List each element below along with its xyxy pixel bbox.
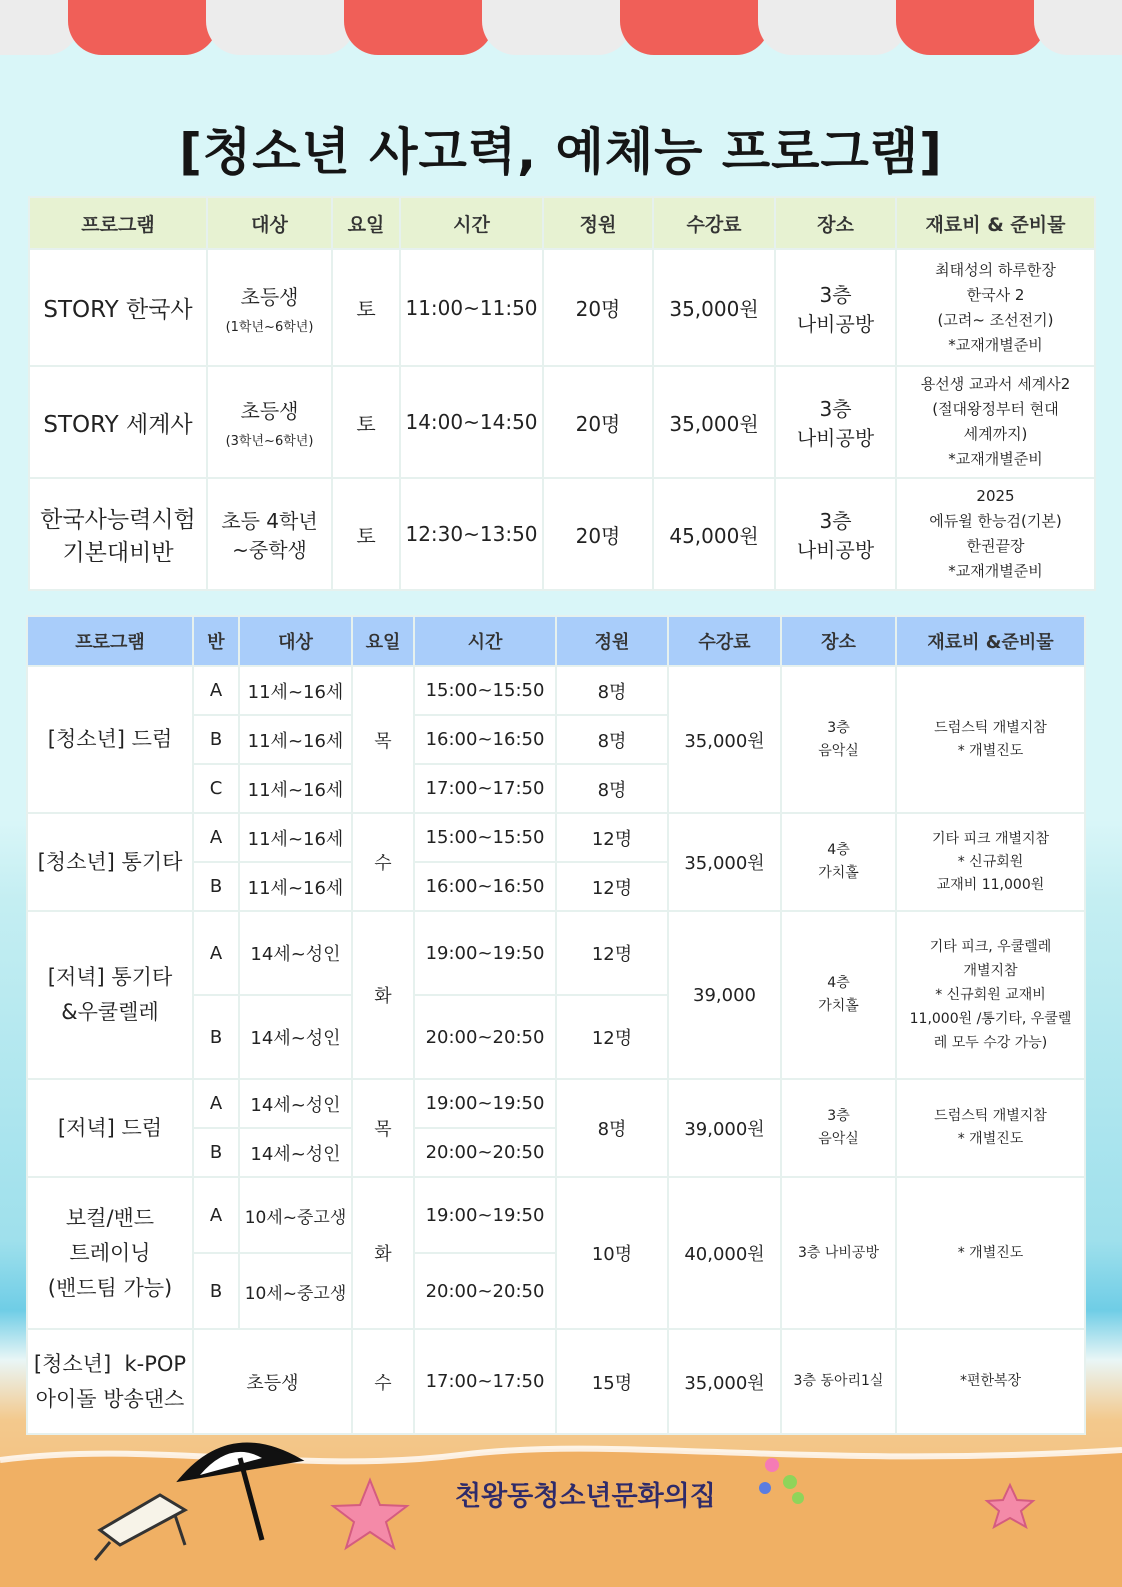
time: 19:00~19:50	[414, 911, 556, 995]
place-cell	[775, 366, 896, 478]
place-room: 나비공방	[796, 538, 875, 562]
program-line: 한국사능력시험	[40, 507, 196, 533]
capacity: 12명	[556, 813, 668, 862]
table-row	[27, 911, 1085, 995]
program-name-cell	[29, 478, 207, 590]
class: A	[193, 911, 239, 995]
target: ~중학생	[232, 538, 307, 562]
time: 20:00~20:50	[414, 1253, 556, 1329]
note-line: *교재개별준비	[948, 562, 1043, 580]
note-line: 레 모두 수강 가능)	[933, 1035, 1048, 1051]
day: 토	[332, 366, 400, 478]
col-header: 정원	[543, 197, 653, 249]
col-header: 장소	[775, 197, 896, 249]
col-header: 반	[193, 616, 239, 666]
day: 수	[352, 813, 414, 911]
program-name-cell	[27, 1177, 193, 1329]
target: 14세~성인	[239, 995, 352, 1079]
note-line: 개별지참	[963, 963, 1018, 979]
note-line: 한국사 2	[966, 285, 1025, 304]
place: 3층 동아리1실	[781, 1329, 896, 1434]
organization-name: 천왕동청소년문화의집	[455, 1481, 716, 1512]
target: 11세~16세	[239, 715, 352, 764]
col-header: 대상	[207, 197, 332, 249]
program-name: [저녁] 드럼	[27, 1079, 193, 1177]
class: A	[193, 813, 239, 862]
time: 19:00~19:50	[414, 1177, 556, 1253]
class: B	[193, 995, 239, 1079]
place-room: 음악실	[818, 1131, 859, 1147]
time: 11:00~11:50	[400, 249, 543, 366]
place-room: 음악실	[818, 742, 859, 759]
day: 화	[352, 911, 414, 1079]
time: 17:00~17:50	[414, 764, 556, 813]
fee: 45,000원	[653, 478, 775, 590]
day: 화	[352, 1177, 414, 1329]
fee: 35,000원	[653, 249, 775, 366]
capacity: 8명	[556, 1079, 668, 1177]
col-header: 수강료	[668, 616, 781, 666]
target: 11세~16세	[239, 862, 352, 911]
time: 16:00~16:50	[414, 715, 556, 764]
arts-program-table	[26, 615, 1086, 1435]
class: A	[193, 666, 239, 715]
notes-cell	[896, 366, 1095, 478]
program-name: [청소년] 드럼	[27, 666, 193, 813]
table-row	[27, 813, 1085, 862]
place-floor: 4층	[827, 975, 850, 991]
note-line: 기타 피크, 우쿨렐레	[929, 939, 1052, 955]
program-line: 기본대비반	[62, 540, 174, 566]
note-line: 용선생 교과서 세계사2	[920, 375, 1071, 393]
class: C	[193, 764, 239, 813]
day: 토	[332, 478, 400, 590]
col-header: 재료비 & 준비물	[896, 197, 1095, 249]
note-line: 최태성의 하루한장	[935, 260, 1056, 279]
program-name-cell	[27, 911, 193, 1079]
capacity: 20명	[543, 366, 653, 478]
note-line: 에듀윌 한능검(기본)	[929, 512, 1062, 530]
note-line: (고려~ 조선전기)	[937, 310, 1054, 329]
note-line: 드럼스틱 개별지참	[934, 719, 1047, 736]
place-cell	[775, 478, 896, 590]
target: 14세~성인	[239, 1079, 352, 1128]
col-header: 프로그램	[27, 616, 193, 666]
class: B	[193, 1128, 239, 1177]
table-header-row	[29, 197, 1095, 249]
class: A	[193, 1177, 239, 1253]
note-line: * 개별진도	[957, 742, 1024, 759]
program-line: 트레이닝	[69, 1240, 151, 1265]
target: 10세~중고생	[239, 1177, 352, 1253]
program-line: [청소년] k-POP	[33, 1351, 187, 1376]
target: 14세~성인	[239, 1128, 352, 1177]
capacity: 12명	[556, 911, 668, 995]
time: 17:00~17:50	[414, 1329, 556, 1434]
target-sub: (3학년~6학년)	[225, 434, 314, 449]
place-floor: 3층	[827, 719, 850, 736]
col-header: 장소	[781, 616, 896, 666]
table-row	[29, 249, 1095, 366]
notes-cell	[896, 1079, 1085, 1177]
awning-decoration	[0, 0, 1122, 62]
place-cell	[775, 249, 896, 366]
table-row	[29, 366, 1095, 478]
col-header: 요일	[332, 197, 400, 249]
note-line: *교재개별준비	[948, 450, 1043, 468]
place-floor: 3층	[819, 282, 852, 307]
program-line: [저녁] 통기타	[47, 965, 173, 989]
place-cell	[781, 911, 896, 1079]
time: 20:00~20:50	[414, 1128, 556, 1177]
place-room: 나비공방	[796, 426, 875, 450]
place-floor: 3층	[819, 509, 852, 533]
table-row	[29, 478, 1095, 590]
time: 14:00~14:50	[400, 366, 543, 478]
page-title: [청소년 사고력, 예체능 프로그램]	[179, 123, 943, 181]
target-cell	[207, 249, 332, 366]
target-sub: (1학년~6학년)	[225, 319, 314, 335]
time: 15:00~15:50	[414, 813, 556, 862]
place-floor: 3층	[827, 1108, 850, 1124]
note-line: *교재개별준비	[948, 335, 1043, 354]
class: B	[193, 862, 239, 911]
program-name: [청소년] 통기타	[27, 813, 193, 911]
col-header: 프로그램	[29, 197, 207, 249]
capacity: 15명	[556, 1329, 668, 1434]
place-room: 가치홀	[818, 865, 859, 881]
history-program-table	[28, 196, 1096, 591]
col-header: 시간	[414, 616, 556, 666]
note-line: 11,000원 /통기타, 우쿨렐	[909, 1011, 1072, 1027]
target: 초등생	[240, 399, 299, 423]
target: 10세~중고생	[239, 1253, 352, 1329]
capacity: 20명	[543, 478, 653, 590]
capacity: 8명	[556, 764, 668, 813]
time: 20:00~20:50	[414, 995, 556, 1079]
program-line: &우쿨렐레	[61, 1000, 159, 1024]
table-row	[27, 1329, 1085, 1434]
target: 11세~16세	[239, 666, 352, 715]
program-line: 보컬/밴드	[65, 1205, 155, 1230]
note-line: * 신규회원 교재비	[935, 987, 1046, 1003]
fee: 39,000	[668, 911, 781, 1079]
time: 16:00~16:50	[414, 862, 556, 911]
capacity: 10명	[556, 1177, 668, 1329]
note-line: 2025	[976, 487, 1015, 505]
notes-cell	[896, 478, 1095, 590]
place-floor: 3층	[819, 397, 852, 421]
day: 토	[332, 249, 400, 366]
fee: 35,000원	[668, 666, 781, 813]
notes-cell	[896, 249, 1095, 366]
col-header: 요일	[352, 616, 414, 666]
target: 초등생	[193, 1329, 352, 1434]
place-room: 가치홀	[818, 998, 859, 1014]
notes: * 개별진도	[896, 1177, 1085, 1329]
fee: 40,000원	[668, 1177, 781, 1329]
table-header-row	[27, 616, 1085, 666]
table-row	[27, 666, 1085, 715]
note-line: * 개별진도	[957, 1131, 1024, 1147]
target: 11세~16세	[239, 813, 352, 862]
notes-cell	[896, 911, 1085, 1079]
capacity: 8명	[556, 715, 668, 764]
place-floor: 4층	[827, 842, 850, 858]
target: 초등 4학년	[221, 509, 318, 533]
capacity: 12명	[556, 995, 668, 1079]
table-row	[27, 1079, 1085, 1128]
fee: 35,000원	[653, 366, 775, 478]
note-line: (절대왕정부터 현대	[932, 400, 1059, 418]
note-line: 한권끝장	[966, 537, 1025, 555]
fee: 39,000원	[668, 1079, 781, 1177]
capacity: 12명	[556, 862, 668, 911]
day: 목	[352, 1079, 414, 1177]
class: B	[193, 715, 239, 764]
class: A	[193, 1079, 239, 1128]
day: 목	[352, 666, 414, 813]
note-line: * 신규회원	[957, 853, 1024, 870]
col-header: 수강료	[653, 197, 775, 249]
capacity: 8명	[556, 666, 668, 715]
place-cell	[781, 1079, 896, 1177]
day: 수	[352, 1329, 414, 1434]
note-line: 교재비 11,000원	[936, 876, 1045, 893]
program-name: STORY 세계사	[29, 366, 207, 478]
col-header: 대상	[239, 616, 352, 666]
program-line: (밴드팀 가능)	[47, 1275, 173, 1300]
note-line: 드럼스틱 개별지참	[934, 1108, 1047, 1124]
target-cell	[207, 478, 332, 590]
time: 12:30~13:50	[400, 478, 543, 590]
target: 14세~성인	[239, 911, 352, 995]
place: 3층 나비공방	[781, 1177, 896, 1329]
table-row	[27, 1177, 1085, 1253]
notes: *편한복장	[896, 1329, 1085, 1434]
target: 11세~16세	[239, 764, 352, 813]
program-name-cell	[27, 1329, 193, 1434]
note-line: 세계까지)	[963, 425, 1028, 443]
class: B	[193, 1253, 239, 1329]
col-header: 정원	[556, 616, 668, 666]
time: 19:00~19:50	[414, 1079, 556, 1128]
col-header: 시간	[400, 197, 543, 249]
col-header: 재료비 &준비물	[896, 616, 1085, 666]
notes-cell	[896, 666, 1085, 813]
fee: 35,000원	[668, 1329, 781, 1434]
program-line: 아이돌 방송댄스	[35, 1386, 185, 1411]
place-cell	[781, 813, 896, 911]
fee: 35,000원	[668, 813, 781, 911]
note-line: 기타 피크 개별지참	[931, 830, 1050, 847]
time: 15:00~15:50	[414, 666, 556, 715]
capacity: 20명	[543, 249, 653, 366]
place-room: 나비공방	[796, 311, 875, 336]
target: 초등생	[240, 284, 299, 309]
place-cell	[781, 666, 896, 813]
notes-cell	[896, 813, 1085, 911]
program-name: STORY 한국사	[29, 249, 207, 366]
target-cell	[207, 366, 332, 478]
